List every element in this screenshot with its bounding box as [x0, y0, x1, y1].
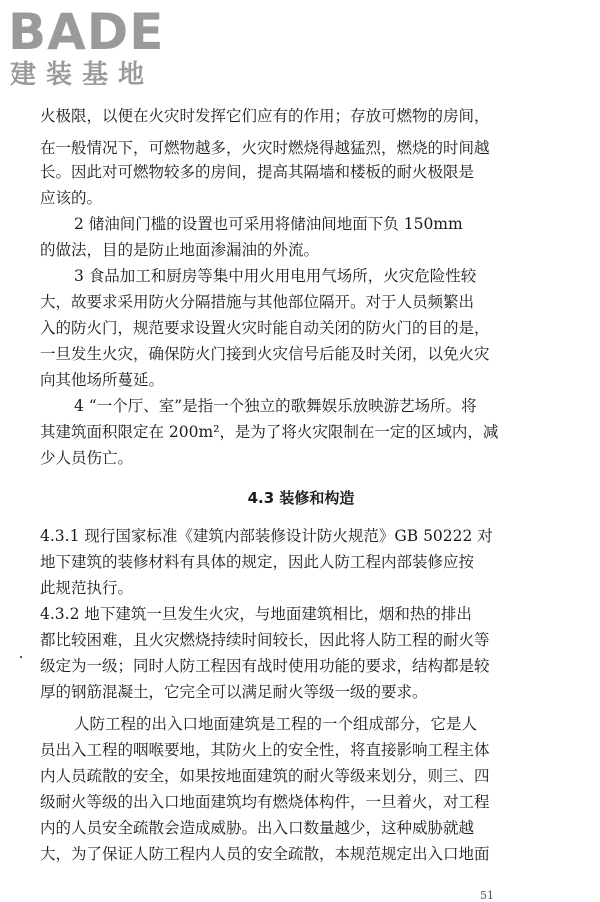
- text-line: 级定为一级；同时人防工程因有战时使用功能的要求，结构都是较: [40, 657, 490, 675]
- text-line: 员出入工程的咽喉要地，其防火上的安全性，将直接影响工程主体: [40, 741, 490, 759]
- text-line: 内的人员安全疏散会造成威胁。出入口数量越少，这种威胁就越: [40, 819, 475, 837]
- text-line: 其建筑面积限定在 200m²，是为了将火灾限制在一定的区域内，减: [40, 423, 499, 441]
- page-number: 51: [480, 889, 494, 902]
- text-line: 的做法，目的是防止地面渗漏油的外流。: [40, 241, 320, 259]
- text-line: 人防工程的出入口地面建筑是工程的一个组成部分，它是人: [74, 715, 478, 733]
- section-heading: 4.3 装修和构造: [247, 489, 355, 507]
- text-line: 在一般情况下，可燃物越多，火灾时燃烧得越猛烈，燃烧的时间越: [40, 139, 490, 157]
- text-line: 3 食品加工和厨房等集中用火用电用气场所，火灾危险性较: [74, 267, 477, 285]
- text-line: 厚的钢筋混凝土，它完全可以满足耐火等级一级的要求。: [40, 683, 428, 701]
- text-line: 大，为了保证人防工程内人员的安全疏散，本规范规定出入口地面: [40, 845, 490, 863]
- logo-subtitle: 建装基地: [10, 60, 155, 90]
- text-line: 此规范执行。: [40, 579, 134, 597]
- text-line: 内人员疏散的安全，如果按地面建筑的耐火等级来划分，则三、四: [40, 767, 490, 785]
- text-line: 长。因此对可燃物较多的房间，提高其隔墙和楼板的耐火极限是: [40, 163, 475, 181]
- logo: [8, 4, 208, 94]
- text-line: 一旦发生火灾，确保防火门接到火灾信号后能及时关闭，以免火灾: [40, 345, 490, 363]
- text-line: 都比较困难，且火灾燃烧持续时间较长，因此将人防工程的耐火等: [40, 631, 490, 649]
- text-line: 入的防火门，规范要求设置火灾时能自动关闭的防火门的目的是，: [40, 319, 490, 337]
- text-line: 4.3.2 地下建筑一旦发生火灾，与地面建筑相比，烟和热的排出: [40, 605, 472, 623]
- text-line: 少人员伤亡。: [40, 449, 134, 467]
- text-line: 级耐火等级的出入口地面建筑均有燃烧体构件，一旦着火，对工程: [40, 793, 490, 811]
- text-line: 2 储油间门槛的设置也可采用将储油间地面下负 150mm: [74, 215, 463, 233]
- text-line: 向其他场所蔓延。: [40, 371, 165, 389]
- text-line: 地下建筑的装修材料有具体的规定，因此人防工程内部装修应按: [40, 553, 475, 571]
- text-line: 大，故要求采用防火分隔措施与其他部位隔开。对于人员频繁出: [40, 293, 475, 311]
- text-line: 4 “一个厅、室”是指一个独立的歌舞娱乐放映游艺场所。将: [74, 397, 477, 415]
- text-line: 4.3.1 现行国家标准《建筑内部装修设计防火规范》GB 50222 对: [40, 527, 493, 545]
- margin-dot: [20, 656, 22, 658]
- text-line: 应该的。: [40, 189, 103, 207]
- logo-wordmark: BADE: [8, 3, 165, 61]
- text-line: 火极限，以便在火灾时发挥它们应有的作用；存放可燃物的房间，: [40, 107, 490, 125]
